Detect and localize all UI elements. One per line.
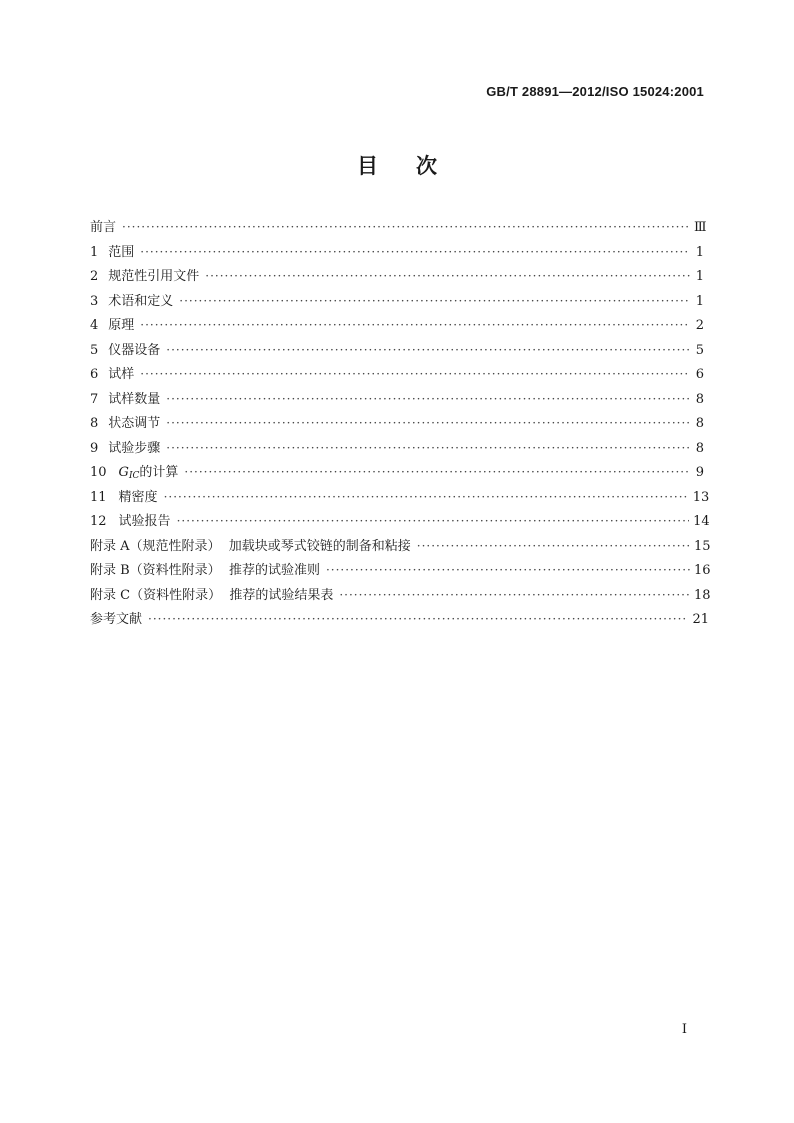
toc-entry-number: 1 bbox=[90, 244, 99, 260]
toc-entry-number: 10 bbox=[90, 465, 107, 480]
toc-entry-page: 8 bbox=[695, 440, 704, 456]
toc-dot-leader bbox=[417, 537, 690, 555]
toc-entry-label: 术语和定义 bbox=[108, 293, 174, 309]
toc-entry-annex-a[interactable] bbox=[90, 537, 711, 562]
toc-entry-label-text: 的计算 bbox=[139, 465, 179, 480]
toc-entry-label: 试验报告 bbox=[118, 514, 171, 529]
toc-entry-7[interactable] bbox=[90, 390, 704, 415]
toc-dot-leader bbox=[164, 488, 689, 506]
toc-entry-page: 21 bbox=[692, 612, 710, 627]
toc-entry-number: 6 bbox=[90, 367, 99, 382]
toc-dot-leader bbox=[166, 439, 690, 457]
toc-entry-page: 1 bbox=[695, 269, 704, 284]
toc-entry-annex-c[interactable] bbox=[90, 586, 711, 611]
toc-entry-label: 参考文献 bbox=[90, 612, 143, 627]
toc-entry-page: 14 bbox=[693, 514, 710, 529]
page-number: I bbox=[681, 1022, 687, 1037]
toc-entry-label: 附录 B（资料性附录） 推荐的试验准则 bbox=[90, 563, 320, 578]
toc-entry-label: 前言 bbox=[90, 220, 117, 235]
toc-dot-leader bbox=[184, 463, 690, 481]
toc-entry-label: 精密度 bbox=[118, 489, 158, 505]
toc-entry-page: Ⅲ bbox=[694, 220, 707, 235]
page-title: 目次 bbox=[357, 153, 475, 178]
toc-entry-11[interactable] bbox=[90, 488, 710, 513]
toc-dot-leader bbox=[166, 390, 690, 408]
toc-entry-9[interactable] bbox=[90, 439, 704, 464]
toc-dot-leader bbox=[148, 610, 688, 628]
toc-entry-number: 5 bbox=[90, 342, 99, 358]
toc-entry-label: 仪器设备 bbox=[108, 342, 161, 358]
toc-dot-leader bbox=[166, 341, 690, 359]
toc-entry-10[interactable] bbox=[90, 463, 704, 488]
toc-entry-label: 试样 bbox=[108, 367, 135, 382]
toc-dot-leader bbox=[140, 316, 690, 334]
toc-dot-leader bbox=[166, 414, 690, 432]
toc-entry-page: 6 bbox=[695, 367, 704, 382]
toc-entry-page: 2 bbox=[695, 318, 704, 333]
toc-entry-label: 附录 A（规范性附录） 加载块或琴式铰链的制备和粘接 bbox=[90, 538, 411, 554]
toc-entry-page: 15 bbox=[694, 538, 711, 554]
toc-entry-number: 2 bbox=[90, 269, 99, 284]
toc-symbol-subscript: IC bbox=[128, 471, 140, 481]
toc-entry-page: 9 bbox=[695, 465, 704, 480]
toc-dot-leader bbox=[177, 512, 690, 530]
toc-entry-1[interactable] bbox=[90, 243, 704, 268]
toc-entry-number: 9 bbox=[90, 440, 99, 456]
toc-dot-leader bbox=[122, 218, 690, 236]
toc-entry-number: 12 bbox=[90, 514, 107, 529]
toc-entry-2[interactable] bbox=[90, 267, 704, 292]
toc-dot-leader bbox=[179, 292, 690, 310]
toc-entry-label bbox=[119, 464, 179, 485]
toc-dot-leader bbox=[205, 267, 690, 285]
toc-entry-number: 11 bbox=[90, 489, 107, 505]
toc-entry-label: 试样数量 bbox=[108, 391, 161, 407]
toc-dot-leader bbox=[140, 365, 690, 383]
standard-code-header: GB/T 28891—2012/ISO 15024:2001 bbox=[486, 84, 704, 99]
toc-entry-page: 1 bbox=[695, 244, 704, 260]
table-of-contents bbox=[90, 218, 711, 635]
toc-entry-8[interactable] bbox=[90, 414, 704, 439]
toc-entry-number: 7 bbox=[90, 391, 99, 407]
toc-entry-page: 16 bbox=[694, 563, 711, 578]
toc-entry-page: 5 bbox=[695, 342, 704, 358]
toc-dot-leader bbox=[339, 586, 690, 604]
toc-entry-page: 8 bbox=[695, 416, 704, 431]
toc-entry-label: 原理 bbox=[108, 318, 135, 333]
toc-entry-label: 范围 bbox=[108, 244, 135, 260]
toc-entry-3[interactable] bbox=[90, 292, 704, 317]
toc-entry-label: 规范性引用文件 bbox=[108, 269, 200, 284]
toc-entry-page: 1 bbox=[695, 293, 704, 309]
toc-entry-number: 4 bbox=[90, 318, 99, 333]
toc-entry-12[interactable] bbox=[90, 512, 710, 537]
toc-entry-annex-b[interactable] bbox=[90, 561, 711, 586]
toc-entry-5[interactable] bbox=[90, 341, 704, 366]
toc-dot-leader bbox=[326, 561, 690, 579]
toc-entry-4[interactable] bbox=[90, 316, 704, 341]
toc-dot-leader bbox=[140, 243, 690, 261]
toc-entry-page: 13 bbox=[692, 489, 710, 505]
toc-entry-label: 试验步骤 bbox=[108, 440, 161, 456]
toc-symbol-g: G bbox=[118, 465, 129, 480]
toc-entry-6[interactable] bbox=[90, 365, 704, 390]
toc-entry-label: 附录 C（资料性附录） 推荐的试验结果表 bbox=[90, 587, 334, 603]
toc-entry-label: 状态调节 bbox=[108, 416, 161, 431]
toc-entry-foreword[interactable] bbox=[90, 218, 707, 243]
toc-entry-number: 3 bbox=[90, 293, 99, 309]
toc-entry-number: 8 bbox=[90, 416, 99, 431]
toc-entry-page: 18 bbox=[694, 587, 711, 603]
toc-entry-bibliography[interactable] bbox=[90, 610, 710, 635]
toc-entry-page: 8 bbox=[695, 391, 704, 407]
